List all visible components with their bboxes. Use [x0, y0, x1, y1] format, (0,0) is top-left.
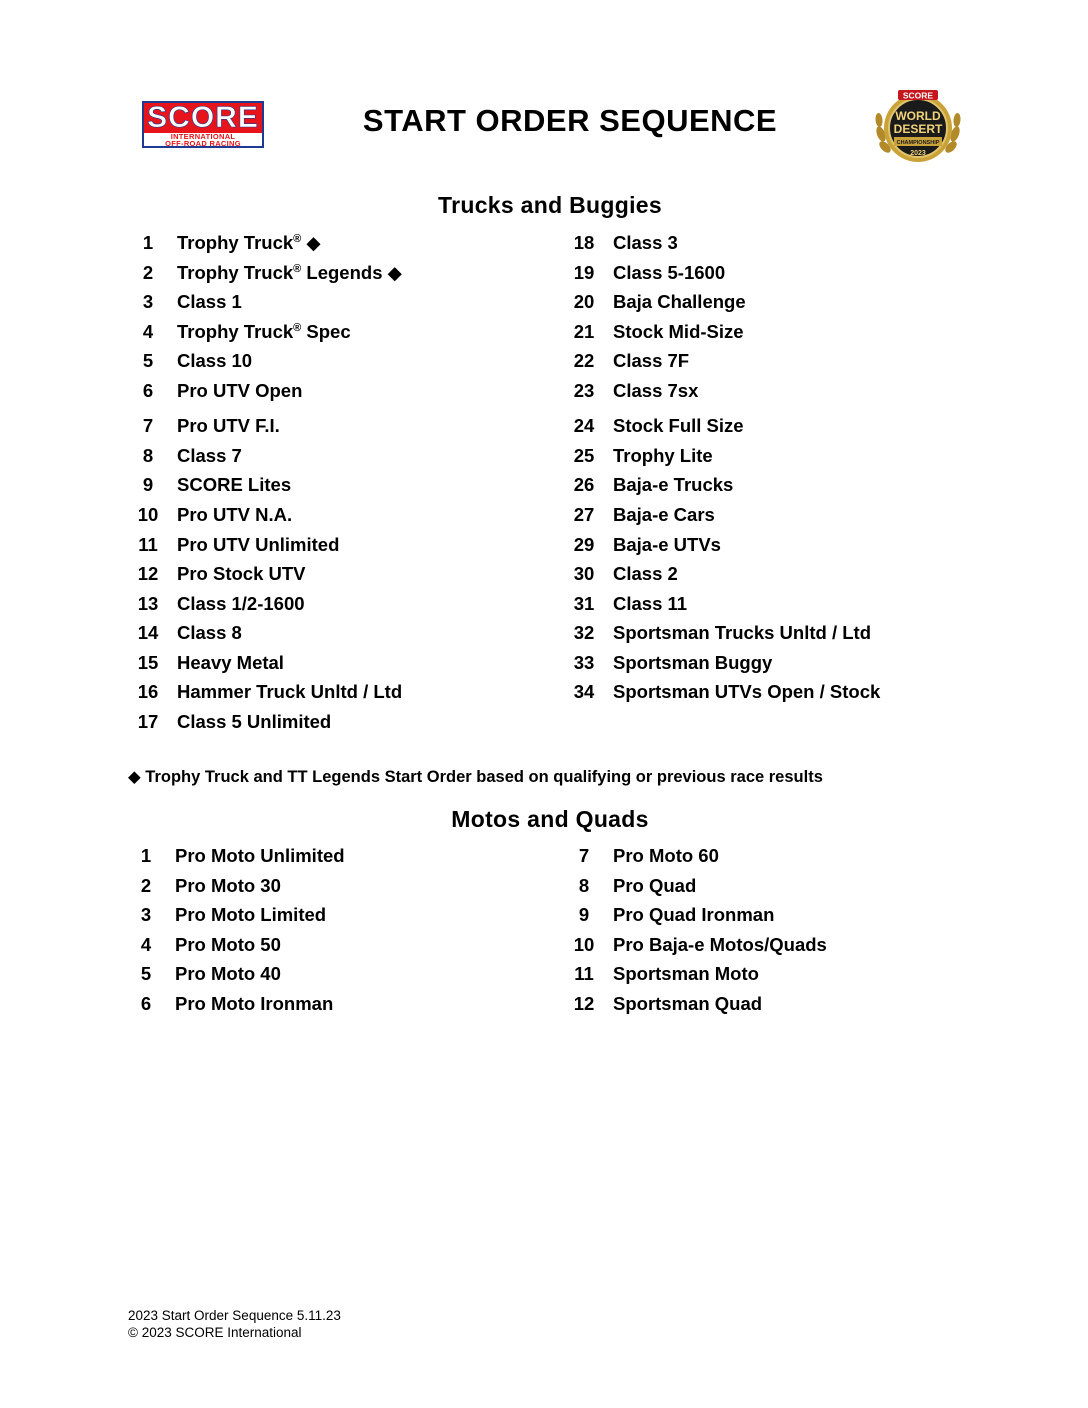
class-name: Pro Moto Ironman — [175, 993, 334, 1014]
class-name: Trophy Truck® Spec — [177, 321, 351, 342]
class-name: Class 3 — [613, 232, 678, 253]
class-name: Pro UTV Unlimited — [177, 534, 340, 555]
score-logo — [142, 101, 264, 148]
trucks-section-title: Trucks and Buggies — [438, 192, 662, 218]
start-number: 3 — [142, 291, 154, 312]
badge-line1: WORLD — [895, 109, 941, 123]
start-number: 26 — [573, 474, 595, 495]
class-name: Baja-e Cars — [613, 504, 715, 525]
class-name: Sportsman Buggy — [613, 652, 773, 673]
start-number: 6 — [142, 380, 154, 401]
class-name: Class 7sx — [613, 380, 699, 401]
start-number: 4 — [140, 934, 152, 955]
registered-mark: ® — [293, 321, 302, 334]
class-name: Trophy Truck® ◆ — [177, 232, 321, 253]
start-number: 21 — [573, 321, 595, 342]
start-number: 3 — [140, 904, 152, 925]
class-name: Pro Moto 60 — [613, 845, 719, 866]
class-name: Pro UTV N.A. — [177, 504, 293, 525]
class-name: Baja Challenge — [613, 291, 746, 312]
start-number: 10 — [573, 934, 595, 955]
class-name: Class 5 Unlimited — [177, 711, 332, 732]
start-number: 5 — [142, 350, 154, 371]
class-name: Baja-e Trucks — [613, 474, 734, 495]
start-number: 23 — [573, 380, 595, 401]
start-number: 10 — [137, 504, 159, 525]
start-number: 12 — [573, 993, 595, 1014]
start-number: 22 — [573, 350, 595, 371]
start-number: 7 — [578, 845, 590, 866]
start-number: 27 — [573, 504, 595, 525]
start-number: 9 — [142, 474, 154, 495]
class-name: Pro Moto 50 — [175, 934, 281, 955]
class-name: Class 1/2-1600 — [177, 593, 305, 614]
class-name: Sportsman Moto — [613, 963, 759, 984]
start-number: 9 — [578, 904, 590, 925]
start-number: 15 — [137, 652, 159, 673]
start-number: 5 — [140, 963, 152, 984]
start-number: 1 — [142, 232, 154, 253]
start-number: 8 — [142, 445, 154, 466]
start-number: 30 — [573, 563, 595, 584]
start-number: 33 — [573, 652, 595, 673]
score-logo-line1: INTERNATIONAL — [170, 132, 236, 141]
page-title: START ORDER SEQUENCE — [362, 103, 778, 138]
class-name: Pro Moto Unlimited — [175, 845, 345, 866]
class-name: Pro Moto 30 — [175, 875, 281, 896]
start-number: 12 — [137, 563, 159, 584]
start-number: 7 — [142, 415, 154, 436]
registered-mark: ® — [293, 232, 302, 245]
start-number: 2 — [142, 262, 154, 283]
start-number: 11 — [574, 963, 594, 984]
footer-version: 2023 Start Order Sequence 5.11.23 — [128, 1308, 341, 1323]
footer-copyright: © 2023 SCORE International — [128, 1325, 302, 1340]
class-name: Pro UTV F.I. — [177, 415, 280, 436]
start-number: 34 — [573, 681, 595, 702]
class-name: Pro Baja-e Motos/Quads — [613, 934, 827, 955]
class-name: Class 8 — [177, 622, 242, 643]
class-name: SCORE Lites — [177, 474, 292, 495]
class-name: Sportsman Quad — [613, 993, 763, 1014]
class-name: Hammer Truck Unltd / Ltd — [177, 681, 403, 702]
class-name: Sportsman Trucks Unltd / Ltd — [613, 622, 871, 643]
start-number: 8 — [578, 875, 590, 896]
start-number: 24 — [573, 415, 595, 436]
start-number: 1 — [140, 845, 152, 866]
start-number: 14 — [137, 622, 159, 643]
start-number: 32 — [573, 622, 595, 643]
world-desert-championship-badge — [872, 86, 964, 168]
class-name: Pro Moto Limited — [175, 904, 327, 925]
badge-top-text: SCORE — [902, 90, 934, 101]
start-number: 2 — [140, 875, 152, 896]
start-number: 29 — [573, 534, 595, 555]
diamond-icon: ◆ — [128, 768, 141, 786]
class-name: Class 10 — [177, 350, 253, 371]
start-number: 13 — [137, 593, 159, 614]
start-number: 6 — [140, 993, 152, 1014]
class-name: Class 1 — [177, 291, 242, 312]
class-name: Pro Moto 40 — [175, 963, 281, 984]
score-logo-line2: OFF-ROAD RACING — [165, 139, 241, 148]
class-name: Stock Full Size — [613, 415, 744, 436]
class-name: Class 2 — [613, 563, 678, 584]
class-name: Pro Quad Ironman — [613, 904, 775, 925]
registered-mark: ® — [293, 262, 302, 275]
class-name: Pro UTV Open — [177, 380, 303, 401]
class-name: Stock Mid-Size — [613, 321, 744, 342]
start-number: 11 — [138, 534, 158, 555]
badge-line3: CHAMPIONSHIP — [896, 140, 940, 146]
start-number: 31 — [573, 593, 595, 614]
motos-section-title: Motos and Quads — [451, 806, 649, 832]
class-name: Trophy Lite — [613, 445, 713, 466]
class-name: Class 7F — [613, 350, 690, 371]
class-name: Class 11 — [613, 593, 688, 614]
badge-year: 2023 — [910, 150, 926, 157]
class-name: Pro Quad — [613, 875, 697, 896]
start-number: 18 — [573, 232, 595, 253]
class-name: Heavy Metal — [177, 652, 284, 673]
start-number: 4 — [142, 321, 154, 342]
start-number: 16 — [137, 681, 159, 702]
note-text: Trophy Truck and TT Legends Start Order based on qualifying or previous race results — [145, 768, 823, 786]
class-name: Class 7 — [177, 445, 242, 466]
badge-line2: DESERT — [893, 122, 943, 136]
score-logo-main: SCORE — [144, 103, 262, 133]
class-name: Sportsman UTVs Open / Stock — [613, 681, 881, 702]
class-name: Trophy Truck® Legends ◆ — [177, 262, 402, 283]
start-order-note — [128, 767, 823, 787]
diamond-icon: ◆ — [387, 262, 402, 283]
start-number: 25 — [573, 445, 595, 466]
class-name: Baja-e UTVs — [613, 534, 721, 555]
start-number: 17 — [137, 711, 159, 732]
class-name: Class 5-1600 — [613, 262, 726, 283]
class-name: Pro Stock UTV — [177, 563, 306, 584]
diamond-icon: ◆ — [306, 232, 321, 253]
start-number: 19 — [573, 262, 595, 283]
start-number: 20 — [573, 291, 595, 312]
